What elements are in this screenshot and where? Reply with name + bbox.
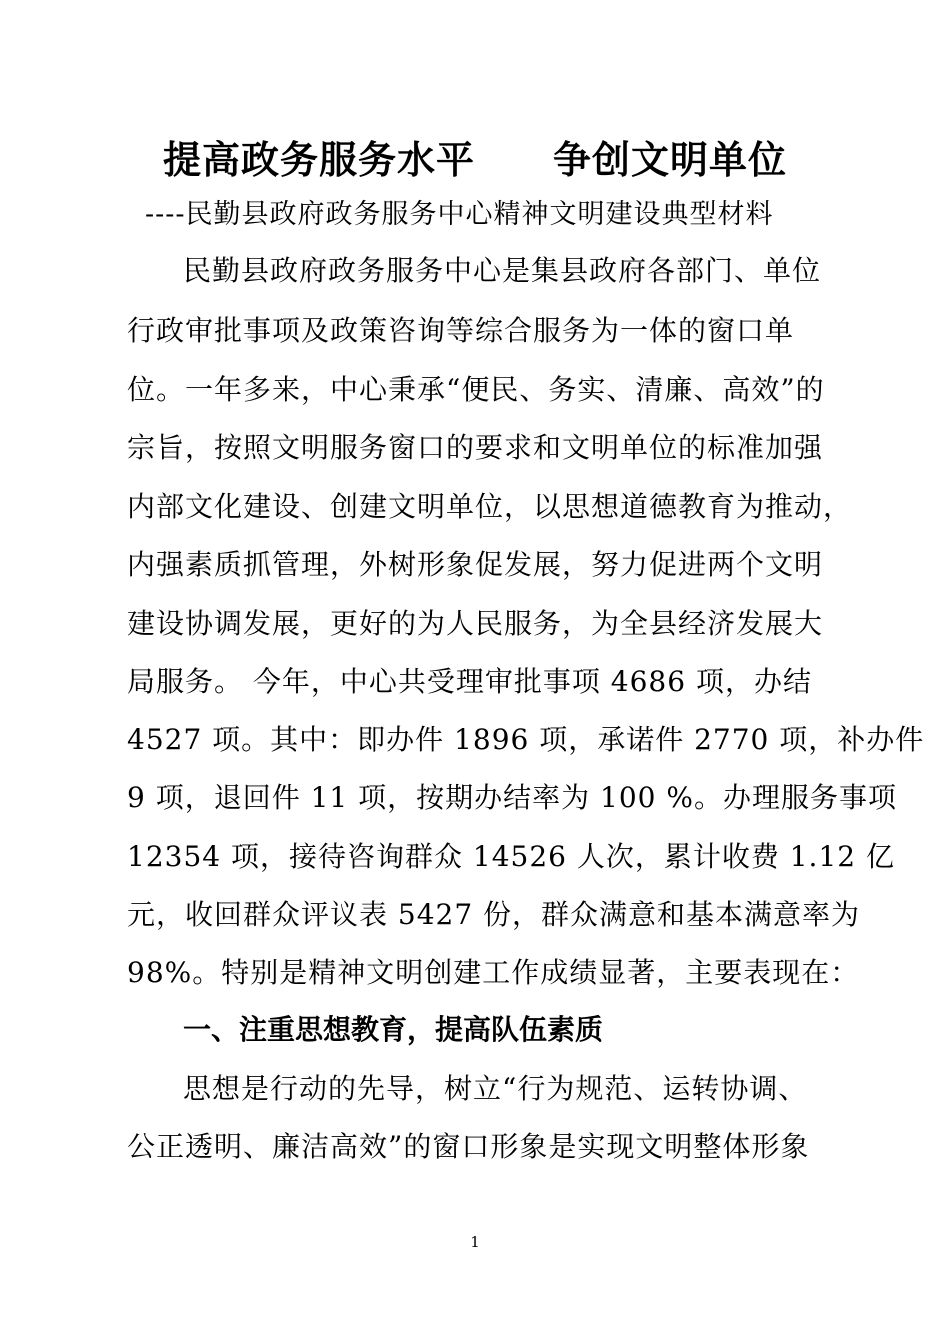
paragraph-line: 元，收回群众评议表 5427 份，群众满意和基本满意率为 (127, 898, 861, 931)
paragraph-line: 公正透明、廉洁高效”的窗口形象是实现文明整体形象 (127, 1130, 810, 1163)
page-number: 1 (470, 1233, 480, 1251)
paragraph-line: 建设协调发展，更好的为人民服务，为全县经济发展大 (127, 607, 824, 640)
paragraph-line: 思想是行动的先导，树立“行为规范、运转协调、 (183, 1072, 808, 1105)
paragraph-line: 宗旨，按照文明服务窗口的要求和文明单位的标准加强 (127, 431, 824, 464)
document-subtitle: ----民勤县政府政务服务中心精神文明建设典型材料 (145, 199, 774, 230)
paragraph-line: 12354 项，接待咨询群众 14526 人次，累计收费 1.12 亿 (127, 840, 895, 873)
paragraph-line: 位。一年多来，中心秉承“便民、务实、清廉、高效”的 (127, 373, 825, 406)
paragraph-line: 内部文化建设、创建文明单位，以思想道德教育为推动， (127, 490, 853, 523)
paragraph-line: 4527 项。其中：即办件 1896 项，承诺件 2770 项，补办件 (127, 723, 925, 756)
paragraph-line: 内强素质抓管理，外树形象促发展，努力促进两个文明 (127, 548, 824, 581)
paragraph-line: 局服务。 今年，中心共受理审批事项 4686 项，办结 (127, 665, 812, 698)
paragraph-line: 9 项，退回件 11 项，按期办结率为 100 %。办理服务事项 (127, 781, 897, 814)
document-title: 提高政务服务水平 争创文明单位 (162, 138, 787, 182)
paragraph-line: 98%。特别是精神文明创建工作成绩显著，主要表现在： (127, 956, 860, 989)
paragraph-line: 民勤县政府政务服务中心是集县政府各部门、单位 (183, 254, 822, 287)
section-heading: 一、注重思想教育，提高队伍素质 (183, 1013, 604, 1046)
paragraph-line: 行政审批事项及政策咨询等综合服务为一体的窗口单 (127, 314, 795, 347)
